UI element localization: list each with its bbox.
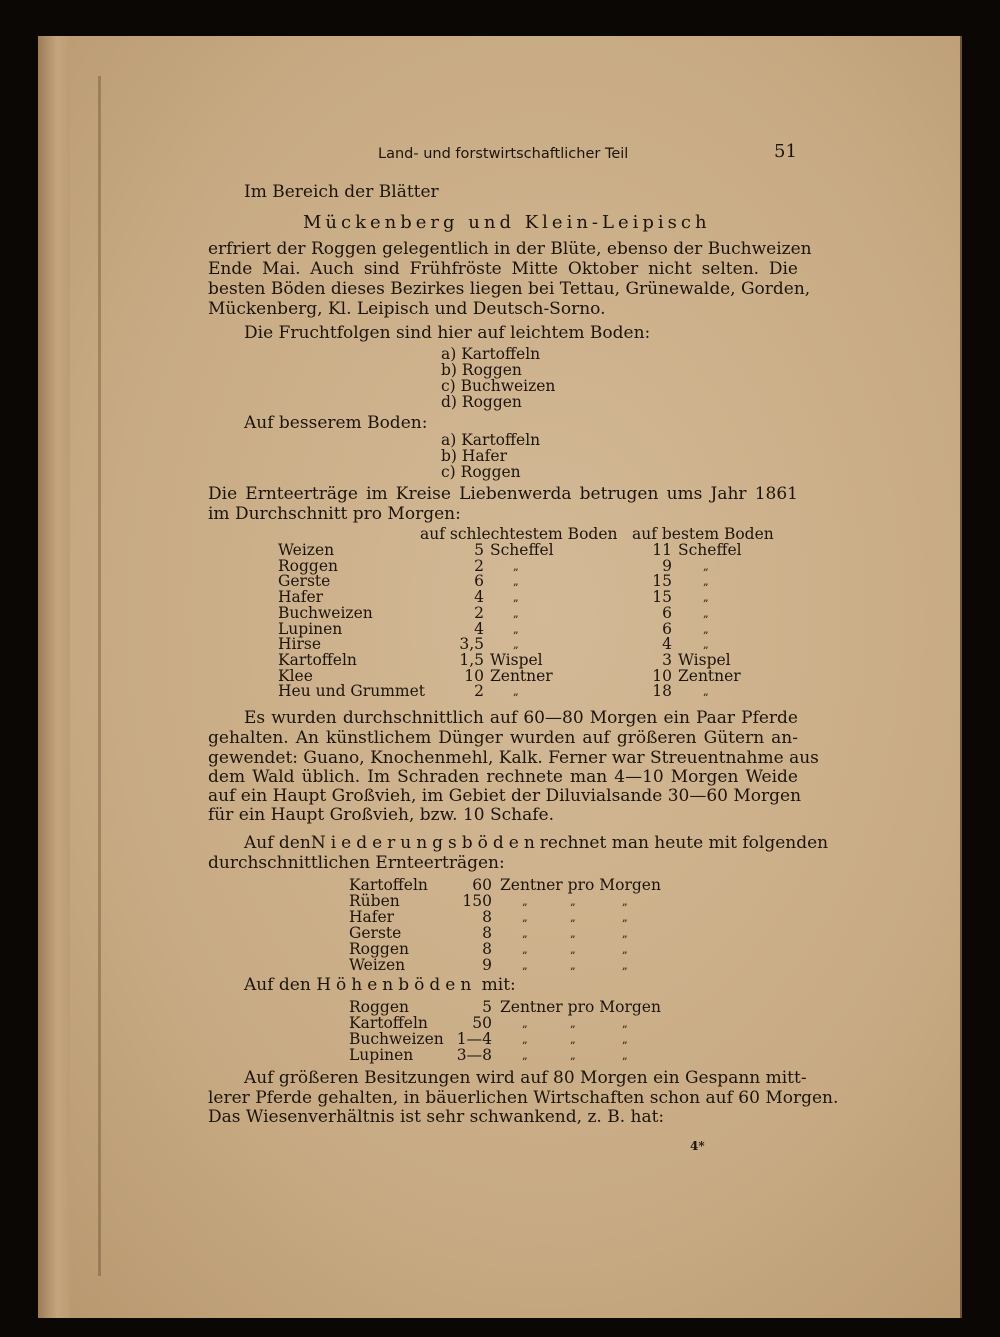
- yield-row-best-unit: „: [703, 622, 709, 636]
- rotation-better-intro: Auf besserem Boden:: [244, 413, 428, 433]
- lowland-row-crop: Rüben: [349, 892, 400, 910]
- yield-row-crop: Heu und Grummet: [278, 682, 425, 701]
- upland-row-crop: Lupinen: [349, 1046, 414, 1064]
- upland-row-value: 50: [472, 1014, 492, 1032]
- yield-row-best-unit: „: [703, 685, 709, 699]
- lowland-row-value: 60: [472, 876, 492, 894]
- ditto-mark: „: [570, 927, 576, 940]
- lowland-row-value: 8: [482, 908, 492, 926]
- yield-row-worst-unit: „: [513, 622, 519, 636]
- yield-row-crop: Roggen: [278, 556, 339, 575]
- ditto-mark: „: [570, 959, 576, 972]
- yield-row-worst-value: 10: [464, 666, 484, 685]
- lowland-row-crop: Weizen: [349, 956, 406, 974]
- yield-row-best-unit: Wispel: [678, 650, 731, 669]
- col-header-worst: auf schlechtestem Boden: [420, 525, 618, 543]
- ditto-mark: „: [570, 911, 576, 924]
- yield-row-worst-unit: „: [513, 638, 519, 652]
- intro-para-line: Ende Mai. Auch sind Frühfröste Mitte Oktober nicht selten. Die: [208, 259, 798, 279]
- rotation-item: b) Hafer: [441, 447, 507, 465]
- yield-row-worst-unit: „: [513, 606, 519, 620]
- livestock-para-line: gehalten. An künstlichem Dünger wurden auf größeren Gütern an-: [208, 728, 798, 748]
- yield-row-worst-unit: „: [513, 575, 519, 589]
- ditto-mark: „: [570, 895, 576, 908]
- yield-row-worst-unit: „: [513, 685, 519, 699]
- intro-para-line: Mückenberg, Kl. Leipisch und Deutsch-Sorno.: [208, 299, 606, 319]
- livestock-para-line: auf ein Haupt Großvieh, im Gebiet der Diluvialsande 30—60 Morgen: [208, 786, 802, 806]
- rotation-item: d) Roggen: [441, 393, 522, 411]
- ditto-mark: „: [522, 943, 528, 956]
- lowland-unit-header: Zentner pro Morgen: [500, 876, 661, 894]
- page-number: 51: [774, 141, 797, 162]
- ditto-mark: „: [522, 1033, 528, 1046]
- rotation-item: c) Roggen: [441, 463, 521, 481]
- lowland-row-crop: Kartoffeln: [349, 876, 428, 894]
- ditto-mark: „: [522, 1017, 528, 1030]
- yield-row-best-value: 9: [662, 556, 672, 575]
- ditto-mark: „: [522, 1049, 528, 1062]
- intro-line: Im Bereich der Blätter: [244, 182, 439, 202]
- rotation-item: a) Kartoffeln: [441, 431, 541, 449]
- yield-row-worst-unit: Scheffel: [490, 541, 554, 559]
- livestock-para-line: Es wurden durchschnittlich auf 60—80 Morgen ein Paar Pferde: [244, 708, 798, 728]
- ditto-mark: „: [522, 895, 528, 908]
- yield-row-best-unit: Scheffel: [678, 541, 742, 559]
- yield-row-worst-value: 2: [474, 603, 484, 622]
- intro-para-line: erfriert der Roggen gelegentlich in der Blüte, ebenso der Buchweizen: [208, 239, 812, 259]
- lowland-row-value: 9: [482, 956, 492, 974]
- yield-row-crop: Lupinen: [278, 619, 343, 638]
- yield-row-best-value: 6: [662, 619, 672, 638]
- yield-row-worst-value: 5: [474, 541, 484, 559]
- yield-row-best-unit: „: [703, 638, 709, 652]
- ditto-mark: „: [522, 959, 528, 972]
- place-heading: Mückenberg und Klein-Leipisch: [303, 212, 711, 233]
- intro-para-line: besten Böden dieses Bezirkes liegen bei Tettau, Grünewalde, Gorden,: [208, 279, 811, 299]
- yield-row-crop: Gerste: [278, 572, 331, 591]
- yields-intro-line: im Durchschnitt pro Morgen:: [208, 504, 461, 524]
- yield-row-best-unit: „: [703, 559, 709, 573]
- rotation-item: b) Roggen: [441, 361, 522, 379]
- livestock-para-line: für ein Haupt Großvieh, bzw. 10 Schafe.: [208, 805, 555, 825]
- yield-row-best-unit: Zentner: [678, 666, 741, 685]
- livestock-para-line: gewendet: Guano, Knochenmehl, Kalk. Ferner war Streuentnahme aus: [208, 748, 819, 768]
- yield-row-crop: Kartoffeln: [278, 650, 357, 669]
- yield-row-best-value: 10: [652, 666, 672, 685]
- upland-term: Höhenböden: [316, 975, 477, 995]
- upland-row-crop: Buchweizen: [349, 1030, 444, 1048]
- yield-row-best-unit: „: [703, 591, 709, 605]
- yield-row-best-value: 6: [662, 603, 672, 622]
- lowland-row-crop: Gerste: [349, 924, 402, 942]
- yield-row-best-value: 3: [662, 650, 672, 669]
- yield-row-best-value: 4: [662, 635, 672, 654]
- yield-row-worst-value: 4: [474, 588, 484, 607]
- yield-row-crop: Klee: [278, 666, 313, 685]
- lowland-intro-line2: durchschnittlichen Ernteerträgen:: [208, 853, 505, 873]
- upland-intro: [244, 976, 516, 996]
- livestock-para-line: dem Wald üblich. Im Schraden rechnete man 4—10 Morgen Weide: [208, 767, 798, 787]
- yield-row-worst-value: 6: [474, 572, 484, 591]
- yield-row-worst-value: 4: [474, 619, 484, 638]
- ditto-mark: „: [622, 943, 628, 956]
- closing-para-line: Das Wiesenverhältnis ist sehr schwankend, z. B. hat:: [208, 1107, 665, 1127]
- yield-row-best-value: 15: [652, 588, 672, 607]
- ditto-mark: „: [622, 1017, 628, 1030]
- running-title: Land- und forstwirtschaftlicher Teil: [378, 146, 629, 162]
- rotation-item: c) Buchweizen: [441, 377, 556, 395]
- page-fold: [98, 76, 101, 1276]
- ditto-mark: „: [622, 959, 628, 972]
- lowland-intro-a: Auf den: [244, 833, 311, 853]
- rotation-item: a) Kartoffeln: [441, 345, 541, 363]
- yield-row-best-unit: „: [703, 575, 709, 589]
- ditto-mark: „: [570, 1033, 576, 1046]
- ditto-mark: „: [622, 927, 628, 940]
- closing-para-line: lerer Pferde gehalten, in bäuerlichen Wirtschaften schon auf 60 Morgen.: [208, 1088, 839, 1108]
- yield-row-crop: Hafer: [278, 588, 324, 607]
- yield-row-worst-value: 2: [474, 682, 484, 701]
- page-gutter: [38, 36, 70, 1318]
- lowland-row-value: 8: [482, 940, 492, 958]
- ditto-mark: „: [622, 895, 628, 908]
- yield-row-best-value: 15: [652, 572, 672, 591]
- ditto-mark: „: [622, 1049, 628, 1062]
- yield-row-worst-value: 2: [474, 556, 484, 575]
- yield-row-crop: Weizen: [278, 541, 335, 559]
- yield-row-worst-unit: „: [513, 559, 519, 573]
- upland-row-value: 1—4: [456, 1030, 492, 1048]
- ditto-mark: „: [570, 1017, 576, 1030]
- ditto-mark: „: [522, 927, 528, 940]
- ditto-mark: „: [622, 911, 628, 924]
- upland-intro-b: mit:: [481, 975, 516, 995]
- lowland-intro-b: rechnet man heute mit folgenden: [539, 833, 829, 853]
- rotation-light-intro: Die Fruchtfolgen sind hier auf leichtem Boden:: [244, 323, 651, 343]
- ditto-mark: „: [570, 1049, 576, 1062]
- lowland-row-crop: Roggen: [349, 940, 410, 958]
- lowland-row-value: 150: [462, 892, 492, 910]
- lowland-intro: [244, 833, 829, 854]
- closing-para-line: Auf größeren Besitzungen wird auf 80 Morgen ein Gespann mitt-: [244, 1068, 807, 1088]
- ditto-mark: „: [522, 911, 528, 924]
- yield-row-worst-unit: Zentner: [490, 666, 553, 685]
- yield-row-best-value: 18: [652, 682, 672, 701]
- upland-intro-a: Auf den: [244, 975, 311, 995]
- lowland-term: Niederungsböden: [310, 833, 540, 853]
- lowland-row-value: 8: [482, 924, 492, 942]
- yield-row-worst-unit: Wispel: [490, 650, 543, 669]
- yield-row-worst-value: 3,5: [459, 635, 484, 654]
- yield-row-crop: Buchweizen: [278, 603, 373, 622]
- lowland-row-crop: Hafer: [349, 908, 395, 926]
- yield-row-best-value: 11: [652, 541, 672, 559]
- yield-row-worst-value: 1,5: [459, 650, 484, 669]
- ditto-mark: „: [622, 1033, 628, 1046]
- yield-row-crop: Hirse: [278, 635, 322, 654]
- signature-mark: 4*: [690, 1139, 705, 1153]
- upland-row-crop: Roggen: [349, 998, 410, 1016]
- yields-intro-line: Die Ernteerträge im Kreise Liebenwerda betrugen ums Jahr 1861: [208, 484, 798, 504]
- ditto-mark: „: [570, 943, 576, 956]
- upland-row-crop: Kartoffeln: [349, 1014, 428, 1032]
- yield-row-best-unit: „: [703, 606, 709, 620]
- yield-row-worst-unit: „: [513, 591, 519, 605]
- upland-unit-header: Zentner pro Morgen: [500, 998, 661, 1016]
- upland-row-value: 5: [482, 998, 492, 1016]
- upland-row-value: 3—8: [456, 1046, 492, 1064]
- col-header-best: auf bestem Boden: [632, 525, 774, 543]
